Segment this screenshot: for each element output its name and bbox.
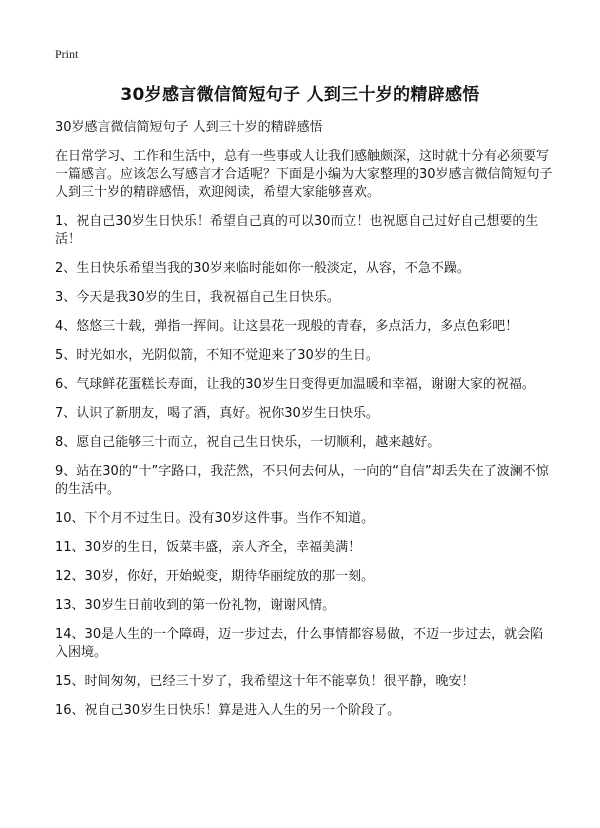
- list-item: 11、30岁的生日，饭菜丰盛，亲人齐全，幸福美满！: [55, 540, 362, 555]
- list-item: 5、时光如水，光阴似箭，不知不觉迎来了30岁的生日。: [55, 348, 379, 363]
- article-intro: 在日常学习、工作和生活中，总有一些事或人让我们感触颇深，这时就十分有必须要写一篇感言。应该怎么写感言才合适呢？下面是小编为大家整理的30岁感言微信简短句子 人到三十岁的精辟感悟，欢迎阅读，希望大家能够喜欢。: [55, 149, 553, 200]
- list-item: 4、悠悠三十载，弹指一挥间。让这昙花一现般的青春，多点活力，多点色彩吧！: [55, 319, 519, 334]
- page-title: 30岁感言微信简短句子 人到三十岁的精辟感悟: [120, 85, 480, 105]
- list-item: 7、认识了新朋友，喝了酒，真好。祝你30岁生日快乐。: [55, 406, 379, 421]
- list-item: 12、30岁，你好，开始蜕变，期待华丽绽放的那一刻。: [55, 569, 375, 584]
- list-item: 9、站在30的“十”字路口，我茫然，不只何去何从，一向的“自信”却丢失在了波澜不惊的生活中。: [55, 464, 549, 497]
- article-body: [55, 119, 555, 731]
- list-item: 10、下个月不过生日。没有30岁这件事。当作不知道。: [55, 511, 375, 526]
- list-item: 6、气球鲜花蛋糕长寿面，让我的30岁生日变得更加温暖和幸福，谢谢大家的祝福。: [55, 377, 535, 392]
- list-item: 16、祝自己30岁生日快乐！算是进入人生的另一个阶段了。: [55, 703, 401, 718]
- list-item: 3、今天是我30岁的生日，我祝福自己生日快乐。: [55, 290, 340, 305]
- list-item: 1、祝自己30岁生日快乐！希望自己真的可以30而立！也祝愿自己过好自己想要的生活！: [55, 214, 539, 247]
- list-item: 15、时间匆匆，已经三十岁了，我希望这十年不能辜负！很平静，晚安！: [55, 674, 475, 689]
- list-item: 14、30是人生的一个障碍，迈一步过去，什么事情都容易做，不迈一步过去，就会陷入困境。: [55, 627, 544, 660]
- article-subtitle: 30岁感言微信简短句子 人到三十岁的精辟感悟: [55, 120, 323, 135]
- list-item: 8、愿自己能够三十而立，祝自己生日快乐，一切顺利，越来越好。: [55, 435, 441, 450]
- list-item: 2、生日快乐希望当我的30岁来临时能如你一般淡定，从容，不急不躁。: [55, 261, 470, 276]
- print-link[interactable]: Print: [55, 47, 79, 61]
- list-item: 13、30岁生日前收到的第一份礼物，谢谢风情。: [55, 598, 336, 613]
